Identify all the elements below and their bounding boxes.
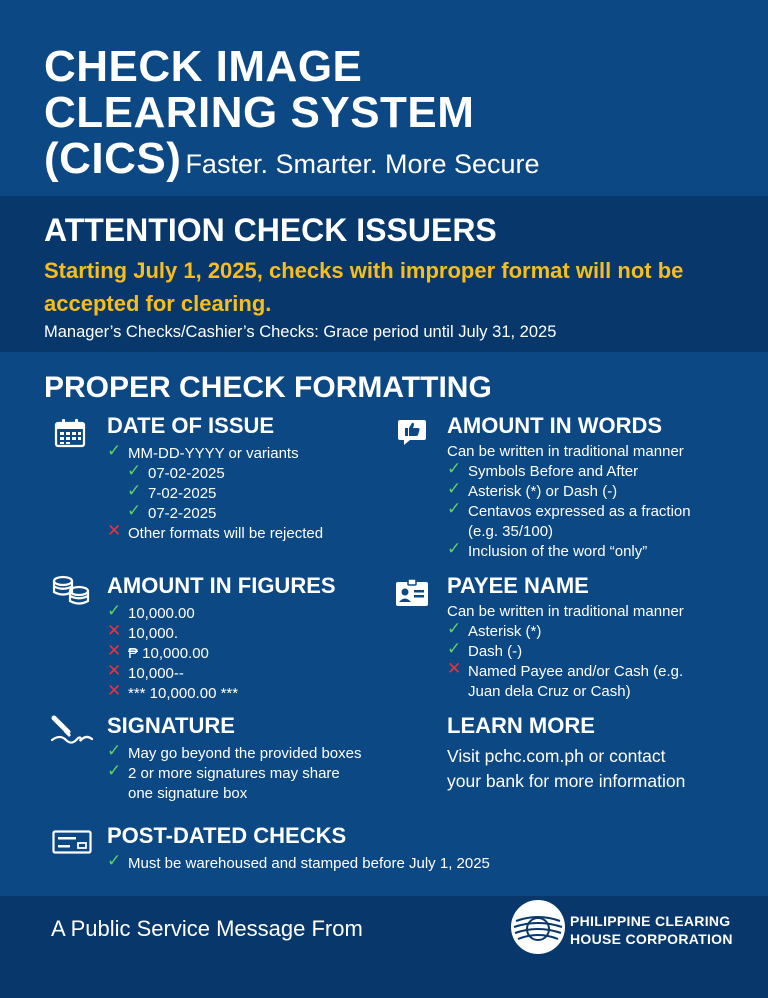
payee-name-block: [447, 572, 747, 702]
list-item: ✕ 10,000.: [107, 621, 179, 642]
logo-line-1: PHILIPPINE CLEARING: [570, 913, 731, 929]
amount-in-words-intro: Can be written in traditional manner: [447, 443, 684, 460]
amount-in-words-block: [447, 412, 747, 562]
learn-more-heading: LEARN MORE: [447, 713, 595, 738]
list-item: ✓ Inclusion of the word “only”: [447, 539, 648, 560]
list-item: ✓ Dash (-): [447, 639, 523, 660]
check-icon: ✓: [447, 619, 462, 638]
learn-more-line-2: your bank for more information: [447, 771, 686, 791]
payee-name-intro: Can be written in traditional manner: [447, 603, 684, 620]
check-document-icon: [52, 830, 92, 854]
list-item: ✓ Asterisk (*) or Dash (-): [447, 479, 618, 500]
signature-pen-icon: [50, 714, 94, 746]
list-item: ✓ Symbols Before and After: [447, 459, 639, 480]
check-icon: ✓: [447, 499, 462, 518]
grace-period-note: Manager’s Checks/Cashier’s Checks: Grace period until July 31, 2025: [44, 323, 557, 341]
amount-in-figures-block: [107, 572, 397, 704]
check-icon: ✓: [127, 501, 142, 520]
list-item: ✓ 07-2-2025: [127, 501, 217, 522]
learn-more-text: [447, 744, 747, 794]
tagline: Faster. Smarter. More Secure: [185, 149, 540, 179]
logo-line-2: HOUSE CORPORATION: [570, 931, 733, 947]
list-item: ✓ 2 or more signatures may share: [107, 761, 340, 782]
title-line-2: CLEARING SYSTEM: [44, 88, 475, 137]
list-item: ✓ May go beyond the provided boxes: [107, 741, 362, 762]
attention-warning: Starting July 1, 2025, checks with improper format will not be accepted for clearing.: [44, 258, 684, 316]
footer-message: A Public Service Message From: [51, 916, 363, 941]
payee-name-heading: PAYEE NAME: [447, 573, 589, 598]
list-item: ✓ MM-DD-YYYY or variants: [107, 441, 299, 462]
check-icon: ✓: [107, 601, 122, 620]
list-item: ✓ Must be warehoused and stamped before July 1, 2025: [107, 851, 490, 872]
cross-icon: ✕: [107, 681, 122, 700]
list-item: ✓ 10,000.00: [107, 601, 195, 622]
amount-in-words-heading: AMOUNT IN WORDS: [447, 413, 663, 438]
attention-title: ATTENTION CHECK ISSUERS: [44, 212, 497, 248]
list-item: ✕ ₱ 10,000.00: [107, 641, 209, 662]
post-dated-block: [107, 822, 727, 874]
list-item-continuation: Juan dela Cruz or Cash): [468, 683, 631, 700]
check-icon: ✓: [107, 851, 122, 870]
pchc-logo-text: [570, 912, 733, 948]
check-icon: ✓: [107, 761, 122, 780]
thumbs-up-icon: [397, 418, 427, 446]
check-icon: ✓: [127, 481, 142, 500]
check-icon: ✓: [107, 441, 122, 460]
cross-icon: ✕: [447, 659, 462, 678]
cross-icon: ✕: [107, 621, 122, 640]
pchc-logo-icon: [510, 899, 566, 955]
list-item: ✓ Centavos expressed as a fraction: [447, 499, 691, 520]
section-title: PROPER CHECK FORMATTING: [44, 371, 492, 404]
list-item-continuation: (e.g. 35/100): [468, 523, 554, 540]
list-item-continuation: one signature box: [128, 785, 248, 802]
coins-icon: [52, 574, 92, 606]
post-dated-heading: POST-DATED CHECKS: [107, 823, 347, 848]
title-line-3: (CICS): [44, 134, 182, 183]
signature-block: [107, 712, 397, 804]
check-icon: ✓: [447, 639, 462, 658]
date-of-issue-block: [107, 412, 397, 544]
calendar-icon: [54, 418, 86, 448]
learn-more-block: [447, 712, 747, 794]
signature-heading: SIGNATURE: [107, 713, 235, 738]
learn-more-line-1: Visit pchc.com.ph or contact: [447, 746, 666, 766]
check-icon: ✓: [447, 479, 462, 498]
check-icon: ✓: [447, 459, 462, 478]
list-item: ✕ 10,000--: [107, 661, 184, 682]
cross-icon: ✕: [107, 661, 122, 680]
poster-title: [44, 44, 744, 187]
check-icon: ✓: [447, 539, 462, 558]
date-of-issue-heading: DATE OF ISSUE: [107, 413, 275, 438]
title-line-1: CHECK IMAGE: [44, 42, 363, 91]
list-item: ✓ 07-02-2025: [127, 461, 225, 482]
check-icon: ✓: [127, 461, 142, 480]
amount-in-figures-heading: AMOUNT IN FIGURES: [107, 573, 336, 598]
list-item: ✕ *** 10,000.00 ***: [107, 681, 239, 702]
list-item: ✕ Named Payee and/or Cash (e.g.: [447, 659, 684, 680]
list-item: ✓ 7-02-2025: [127, 481, 217, 502]
list-item: ✕ Other formats will be rejected: [107, 521, 324, 542]
check-icon: ✓: [107, 741, 122, 760]
cross-icon: ✕: [107, 641, 122, 660]
list-item: ✓ Asterisk (*): [447, 619, 542, 640]
cross-icon: ✕: [107, 521, 122, 540]
id-card-icon: [395, 578, 429, 608]
